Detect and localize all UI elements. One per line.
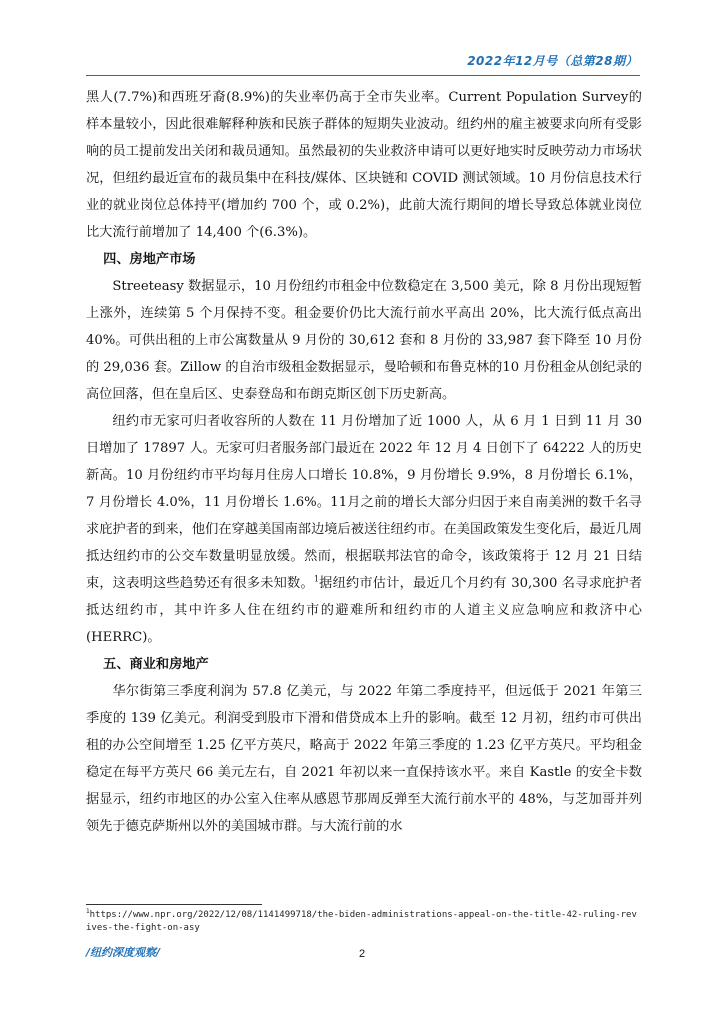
paragraph-commercial: 华尔街第三季度利润为 57.8 亿美元，与 2022 年第二季度持平，但远低于 2021 年第三季度的 139 亿美元。利润受到股市下滑和借贷成本上升的影响。截至 12 月初，纽约市可供出租的办公空间增至 1.25 亿平方英尺，略高于 2022 年第三季度的 1.23 亿平方英尺。平均租金稳定在每平方英尺 66 美元左右，自 2021 年初以来一直保持该水平。来自 Kastle 的安全卡数据显示，纽约市地区的办公室入住率从感恩节那周反弹至大流行前水平的 48%，与芝加哥并列领先于德克萨斯州以外的美国城市群。与大流行前的水 <box>86 684 642 834</box>
paragraph-rent: Streeteasy 数据显示，10 月份纽约市租金中位数稳定在 3,500 美元，除 8 月份出现短暂上涨外，连续第 5 个月保持不变。租金要价仍比大流行前水平高出 20%，比大流行低点高出 40%。可供出租的上市公寓数量从 9 月份的 30,612 套和 8 月份的 33,987 套下降至 10 月份的 29,036 套。Zillow 的自治市级租金数据显示，曼哈顿和布鲁克林的10 月份租金从创纪录的高位回落，但在皇后区、史泰登岛和布朗克斯区创下历史新高。 <box>86 279 642 402</box>
footnote-url[interactable]: https://www.npr.org/2022/12/08/1141499718/the-biden-administrations-appeal-on-the-title-42-ruling-revives-the-fight-on-asy <box>86 910 637 933</box>
paragraph-unemployment: 黑人(7.7%)和西班牙裔(8.9%)的失业率仍高于全市失业率。Current Population Survey的样本量较小，因此很难解释种族和民族子群体的短期失业波动。纽约州的雇主被要求向所有受影响的员工提前发出关闭和裁员通知。虽然最初的失业救济申请可以更好地实时反映劳动力市场状况，但纽约最近宣布的裁员集中在科技/媒体、区块链和 COVID 测试领域。10 月份信息技术行业的就业岗位总体持平(增加约 700 个，或 0.2%)，此前大流行期间的增长导致总体就业岗位比大流行前增加了 14,400 个(6.3%)。 <box>86 90 642 240</box>
section-heading-real-estate: 四、房地产市场 <box>103 252 196 267</box>
homeless-text-a: 纽约市无家可归者收容所的人数在 11 月份增加了近 1000 人，从 6 月 1 日到 11 月 30 日增加了 17897 人。无家可归者服务部门最近在 2022 年 12 月 4 日创下了 64222 人的历史新高。10 月份纽约市平均每月住房人口增长 10.8%，9 月份增长 9.9%，8 月份增长 6.1%，7 月份增长 4.0%，11 月份增长 1.6%。11月之前的增长大部分归因于来自南美洲的数千名寻求庇护者的到来，他们在穿越美国南部边境后被送往纽约市。在美国政策发生变化后，最近几周抵达纽约市的公交车数量明显放缓。然而，根据联邦法官的命令，该政策将于 12 月 21 日结束，这表明这些趋势还有很多未知数。 <box>86 414 642 591</box>
footnote <box>86 909 642 935</box>
issue-header: 2022年12月号（总第28期） <box>467 54 638 68</box>
homeless-text-b: 据纽约市估计，最近几个月约有 30,300 名寻求庇护者抵达纽约市，其中许多人住在纽约市的避难所和纽约市的人道主义应急响应和救济中心(HERRC)。 <box>86 576 643 645</box>
header-divider <box>86 75 640 76</box>
section-heading-commercial: 五、商业和房地产 <box>103 657 209 672</box>
publication-name: /纽约深度观察/ <box>86 946 161 959</box>
footnote-reference[interactable]: 1 <box>313 574 319 584</box>
page-number: 2 <box>358 948 366 960</box>
footnote-marker: 1 <box>86 908 90 915</box>
article-body <box>86 84 642 840</box>
footnote-divider <box>86 904 262 905</box>
paragraph-homeless <box>86 408 642 651</box>
